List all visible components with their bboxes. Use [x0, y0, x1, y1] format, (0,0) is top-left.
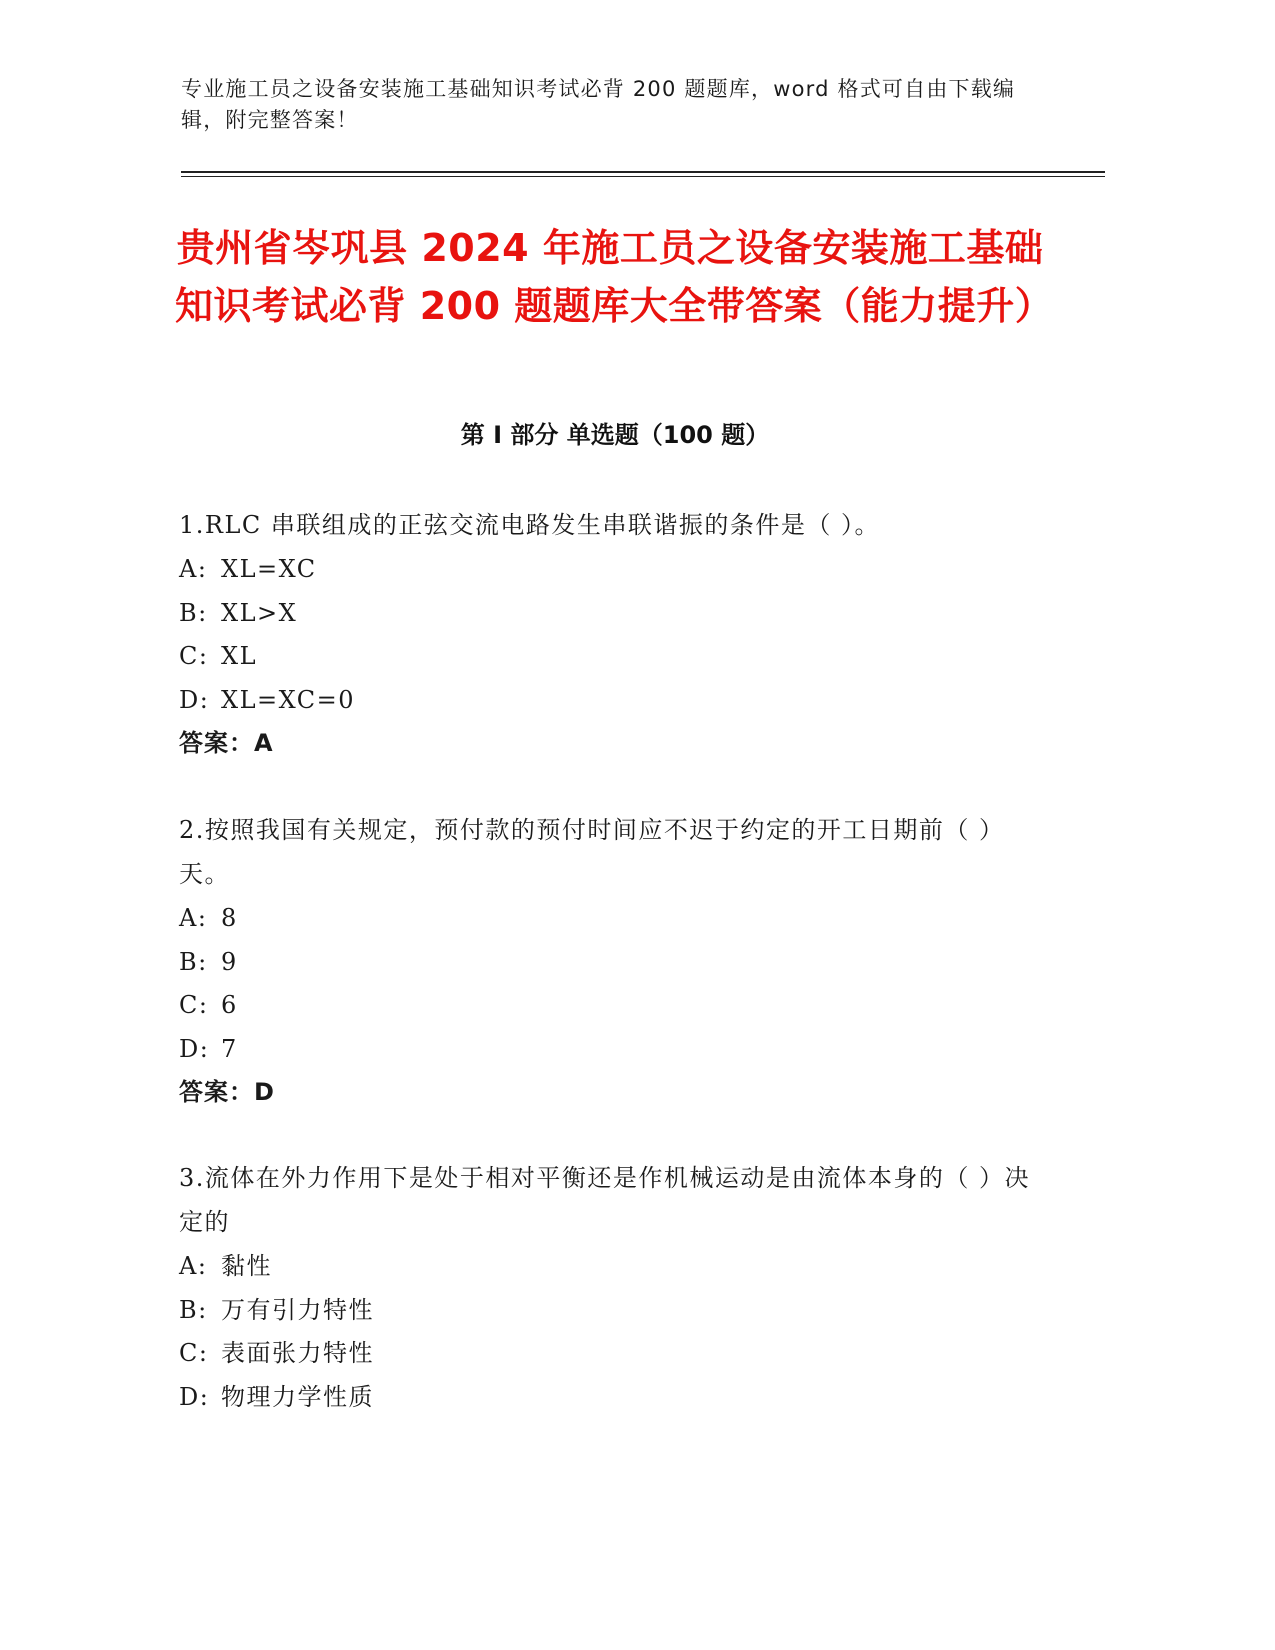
option-text: XL=XC — [221, 555, 317, 583]
option-text: 黏性 — [221, 1252, 272, 1280]
header-note: 专业施工员之设备安装施工基础知识考试必背 200 题题库，word 格式可自由下载编辑，附完整答案！ — [181, 77, 1016, 132]
option-letter: C: — [179, 642, 209, 671]
question-3 — [179, 1156, 1049, 1418]
option-letter: B: — [179, 1295, 208, 1324]
question-stem: 2.按照我国有关规定，预付款的预付时间应不迟于约定的开工日期前（ ）天。 — [179, 816, 1005, 888]
option-letter: A: — [179, 1252, 208, 1280]
question-1 — [179, 503, 1049, 765]
option-letter: A: — [179, 904, 208, 932]
question-stem: 3.流体在外力作用下是处于相对平衡还是作机械运动是由流体本身的（ ）决定的 — [179, 1164, 1031, 1236]
option-text: 7 — [221, 1034, 238, 1063]
option-text: 表面张力特性 — [221, 1339, 374, 1368]
option-text: XL=XC=0 — [221, 685, 356, 714]
option-text: 8 — [221, 904, 238, 932]
option-letter: B: — [179, 947, 208, 976]
option-a — [179, 896, 1049, 940]
option-b — [179, 1288, 1049, 1332]
option-letter: C: — [179, 1339, 209, 1368]
option-c — [179, 983, 1049, 1027]
option-text: 6 — [221, 991, 238, 1020]
option-text: XL — [221, 642, 258, 671]
option-letter: D: — [179, 1034, 210, 1063]
option-letter: A: — [179, 555, 208, 583]
header-divider-thick — [181, 171, 1105, 173]
question-2 — [179, 808, 1049, 1114]
option-letter: B: — [179, 598, 208, 627]
option-b — [179, 940, 1049, 984]
answer: 答案：A — [179, 729, 274, 758]
option-c — [179, 634, 1049, 678]
option-d — [179, 1027, 1049, 1071]
option-letter: D: — [179, 685, 210, 714]
option-b — [179, 591, 1049, 635]
answer: 答案：D — [179, 1078, 275, 1107]
question-stem: 1.RLC 串联组成的正弦交流电路发生串联谐振的条件是（ ）。 — [179, 511, 881, 539]
option-a — [179, 547, 1049, 591]
option-text: XL>X — [221, 598, 298, 627]
option-letter: C: — [179, 991, 209, 1020]
option-c — [179, 1331, 1049, 1375]
option-text: 万有引力特性 — [221, 1295, 374, 1324]
option-text: 9 — [221, 947, 238, 976]
option-text: 物理力学性质 — [221, 1382, 374, 1411]
option-d — [179, 678, 1049, 722]
section-heading: 第 I 部分 单选题（100 题） — [460, 421, 770, 449]
option-letter: D: — [179, 1382, 210, 1411]
option-a — [179, 1244, 1049, 1288]
document-title: 贵州省岑巩县 2024 年施工员之设备安装施工基础知识考试必背 200 题题库大全带答案（能力提升） — [175, 226, 1054, 328]
option-d — [179, 1375, 1049, 1419]
header-divider-thin — [181, 176, 1105, 177]
